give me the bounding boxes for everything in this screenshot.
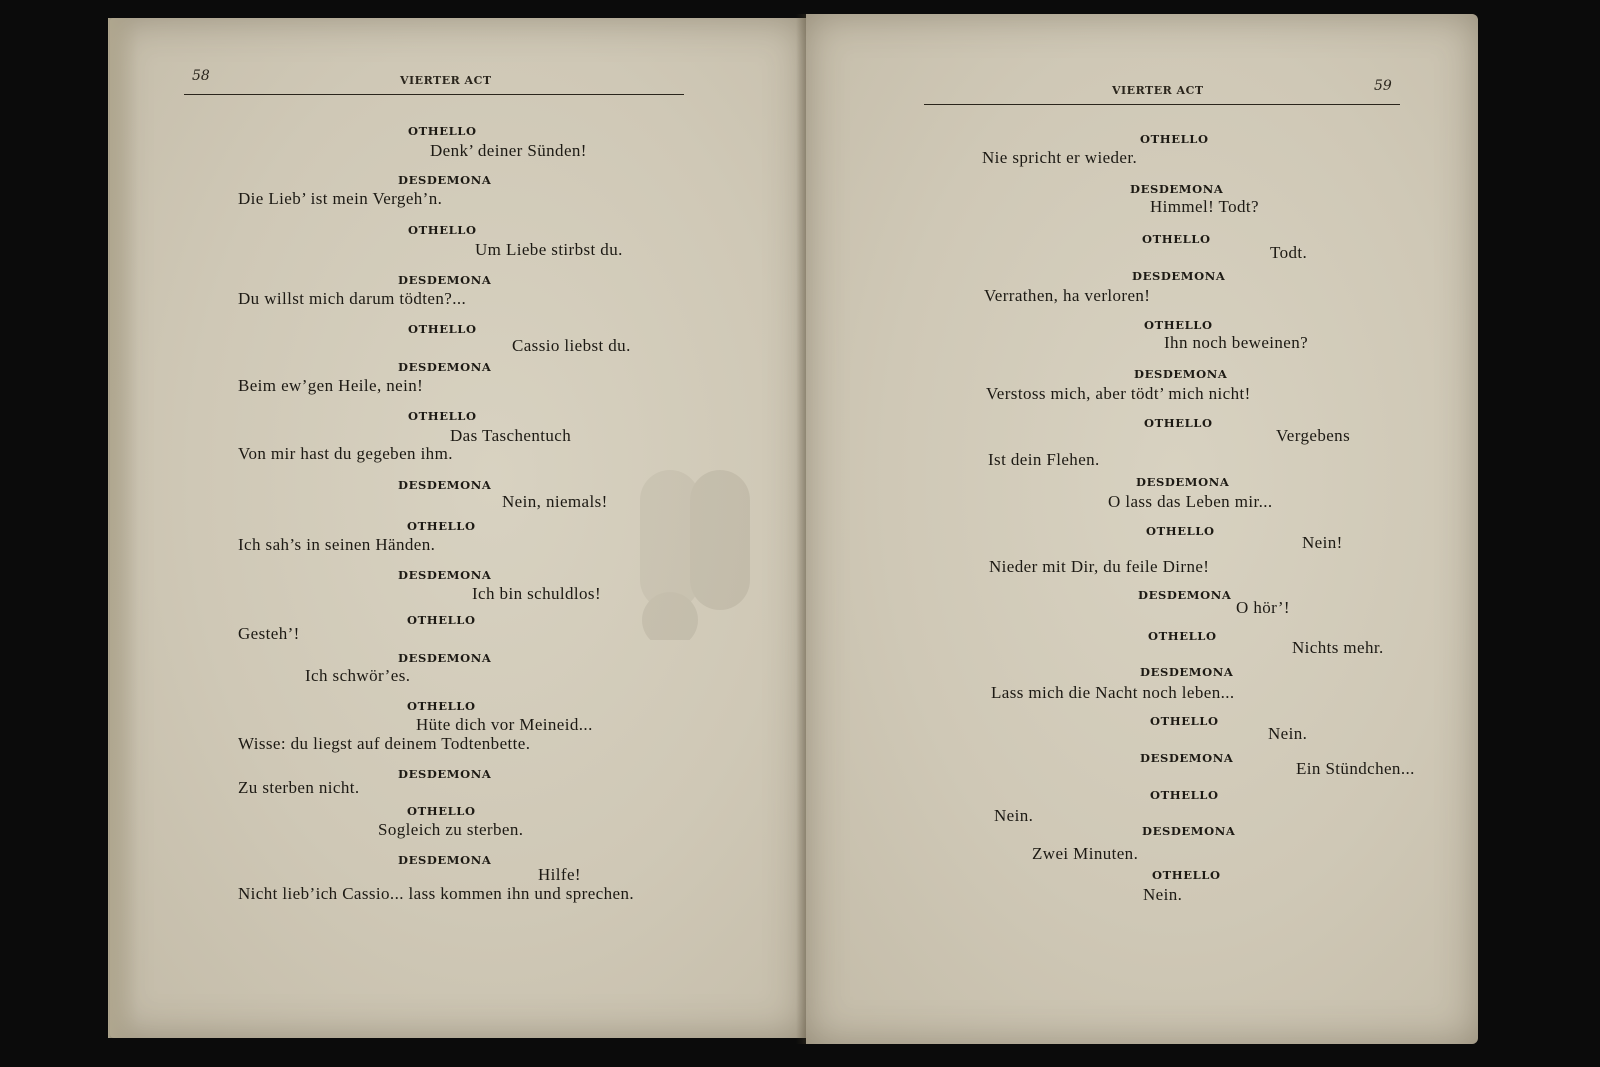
dialogue-line: O hör’! bbox=[1236, 598, 1290, 617]
dialogue-line: Nein, niemals! bbox=[502, 492, 608, 511]
speaker-label: OTHELLO bbox=[408, 223, 477, 237]
speaker-label: DESDEMONA bbox=[398, 478, 492, 492]
dialogue-line: Todt. bbox=[1270, 243, 1308, 262]
speaker-label: DESDEMONA bbox=[1136, 475, 1230, 489]
dialogue-line: Nichts mehr. bbox=[1292, 638, 1384, 657]
speaker-label: OTHELLO bbox=[1144, 416, 1213, 430]
speaker-label: OTHELLO bbox=[407, 519, 476, 533]
speaker-label: OTHELLO bbox=[408, 322, 477, 336]
page-number: 59 bbox=[1374, 78, 1392, 94]
speaker-label: OTHELLO bbox=[407, 699, 476, 713]
dialogue-line: Zwei Minuten. bbox=[1032, 844, 1139, 863]
speaker-label: DESDEMONA bbox=[398, 360, 492, 374]
right-page-header bbox=[806, 14, 1478, 114]
dialogue-line: Zu sterben nicht. bbox=[238, 778, 360, 797]
dialogue-line: Ein Stündchen... bbox=[1296, 759, 1415, 778]
right-page bbox=[806, 14, 1478, 1044]
speaker-label: DESDEMONA bbox=[398, 853, 492, 867]
speaker-label: OTHELLO bbox=[1152, 868, 1221, 882]
left-page-header bbox=[110, 18, 806, 118]
dialogue-line: Lass mich die Nacht noch leben... bbox=[991, 683, 1235, 702]
running-head: VIERTER ACT bbox=[1112, 84, 1204, 97]
speaker-label: OTHELLO bbox=[1148, 629, 1217, 643]
speaker-label: OTHELLO bbox=[1150, 788, 1219, 802]
speaker-label: DESDEMONA bbox=[398, 767, 492, 781]
speaker-label: DESDEMONA bbox=[1142, 824, 1236, 838]
dialogue-line: Ich sah’s in seinen Händen. bbox=[238, 535, 436, 554]
dialogue-line: Nein. bbox=[1268, 724, 1308, 743]
dialogue-line: Du willst mich darum tödten?... bbox=[238, 289, 467, 308]
dialogue-line: Nein. bbox=[1143, 885, 1183, 904]
speaker-label: OTHELLO bbox=[407, 613, 476, 627]
dialogue-line: Nicht lieb’ich Cassio... lass kommen ihn und sprechen. bbox=[238, 884, 635, 903]
dialogue-line: Wisse: du liegst auf deinem Todtenbette. bbox=[238, 734, 531, 753]
dialogue-line: Das Taschentuch bbox=[450, 426, 572, 445]
dialogue-line: Beim ew’gen Heile, nein! bbox=[238, 376, 424, 395]
dialogue-line: Um Liebe stirbst du. bbox=[475, 240, 623, 259]
running-head: VIERTER ACT bbox=[400, 74, 492, 87]
dialogue-line: Verstoss mich, aber tödt’ mich nicht! bbox=[986, 384, 1251, 403]
dialogue-line: Hüte dich vor Meineid... bbox=[416, 715, 593, 734]
speaker-label: DESDEMONA bbox=[1132, 269, 1226, 283]
speaker-label: DESDEMONA bbox=[398, 568, 492, 582]
speaker-label: DESDEMONA bbox=[1140, 751, 1234, 765]
header-rule bbox=[924, 104, 1400, 105]
dialogue-line: Nieder mit Dir, du feile Dirne! bbox=[989, 557, 1210, 576]
dialogue-line: Ihn noch beweinen? bbox=[1164, 333, 1309, 352]
dialogue-line: Von mir hast du gegeben ihm. bbox=[238, 444, 453, 463]
dialogue-line: Hilfe! bbox=[538, 865, 581, 884]
speaker-label: DESDEMONA bbox=[398, 651, 492, 665]
speaker-label: DESDEMONA bbox=[1140, 665, 1234, 679]
speaker-label: DESDEMONA bbox=[1130, 182, 1224, 196]
speaker-label: OTHELLO bbox=[1142, 232, 1211, 246]
dialogue-line: Ich bin schuldlos! bbox=[472, 584, 602, 603]
speaker-label: OTHELLO bbox=[1140, 132, 1209, 146]
dialogue-line: Ich schwör’es. bbox=[305, 666, 411, 685]
header-rule bbox=[184, 94, 684, 95]
speaker-label: DESDEMONA bbox=[398, 173, 492, 187]
dialogue-line: Nein. bbox=[994, 806, 1034, 825]
speaker-label: OTHELLO bbox=[408, 124, 477, 138]
speaker-label: OTHELLO bbox=[1146, 524, 1215, 538]
dialogue-line: Verrathen, ha verloren! bbox=[984, 286, 1151, 305]
dialogue-line: Sogleich zu sterben. bbox=[378, 820, 524, 839]
speaker-label: OTHELLO bbox=[407, 804, 476, 818]
dialogue-line: Nie spricht er wieder. bbox=[982, 148, 1138, 167]
speaker-label: DESDEMONA bbox=[1134, 367, 1228, 381]
dialogue-line: O lass das Leben mir... bbox=[1108, 492, 1273, 511]
dialogue-line: Cassio liebst du. bbox=[512, 336, 631, 355]
dialogue-line: Die Lieb’ ist mein Vergeh’n. bbox=[238, 189, 443, 208]
speaker-label: DESDEMONA bbox=[398, 273, 492, 287]
dialogue-line: Ist dein Flehen. bbox=[988, 450, 1100, 469]
dialogue-line: Denk’ deiner Sünden! bbox=[430, 141, 587, 160]
speaker-label: OTHELLO bbox=[1150, 714, 1219, 728]
dialogue-line: Himmel! Todt? bbox=[1150, 197, 1259, 216]
left-page bbox=[110, 18, 806, 1038]
speaker-label: OTHELLO bbox=[408, 409, 477, 423]
speaker-label: OTHELLO bbox=[1144, 318, 1213, 332]
dialogue-line: Gesteh’! bbox=[238, 624, 300, 643]
dialogue-line: Nein! bbox=[1302, 533, 1343, 552]
speaker-label: DESDEMONA bbox=[1138, 588, 1232, 602]
dialogue-line: Vergebens bbox=[1276, 426, 1351, 445]
page-number: 58 bbox=[192, 68, 210, 84]
